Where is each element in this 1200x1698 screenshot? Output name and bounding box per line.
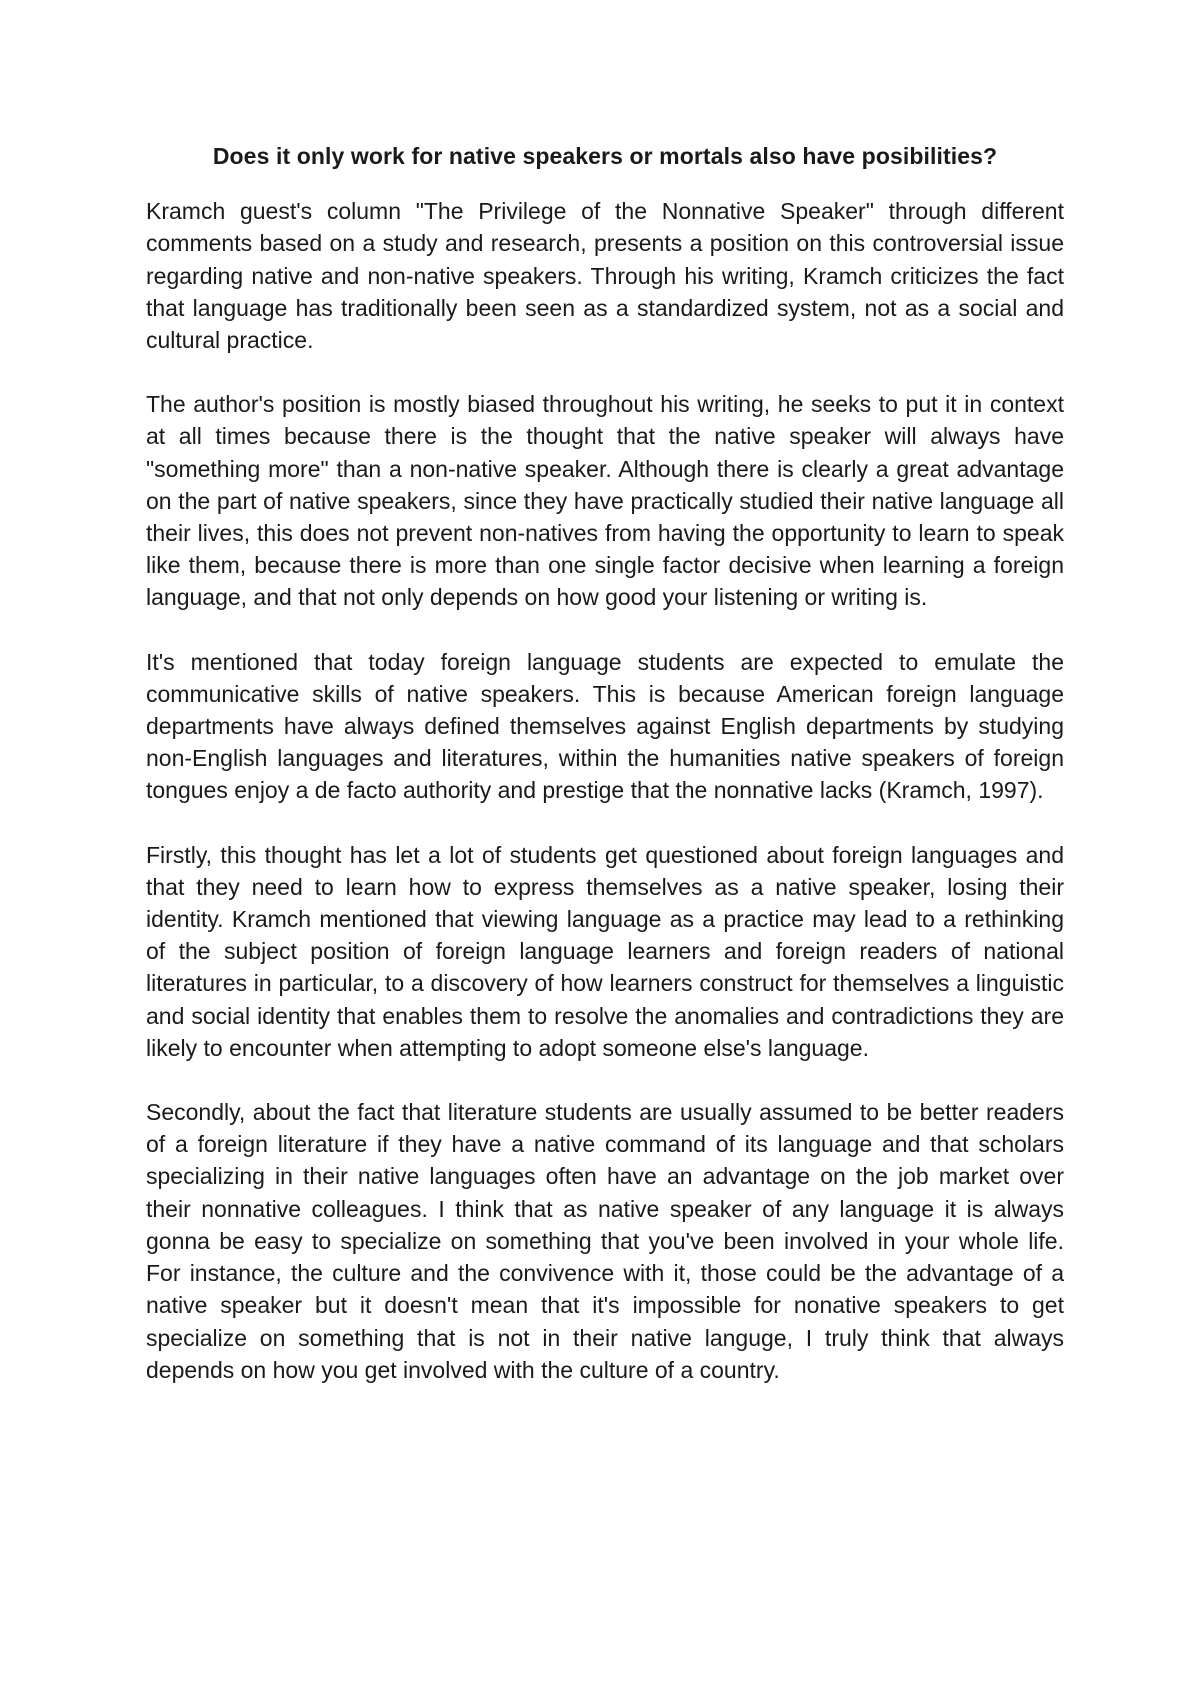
paragraph-4: Firstly, this thought has let a lot of students get questioned about foreign languages and that they need to learn how to express themselves as a native speaker, losing their identity. Kramch mentioned that viewing language as a practice may lead to a rethinking of the subject position of foreign language learners and foreign readers of national literatures in particular, to a discovery of how learners construct for themselves a linguistic and social identity that enables them to resolve the anomalies and contradictions they are likely to encounter when attempting to adopt someone else's language. — [146, 841, 1064, 1061]
document-title: Does it only work for native speakers or mortals also have posibilities? — [212, 143, 998, 169]
document-page — [146, 140, 1064, 1386]
paragraph-5: Secondly, about the fact that literature students are usually assumed to be better readers of a foreign literature if they have a native command of its language and that scholars specializing in their native languages often have an advantage on the job market over their nonnative colleagues. I think that as native speaker of any language it is always gonna be easy to specialize on something that you've been involved in your whole life. For instance, the culture and the convivence with it, those could be the advantage of a native speaker but it doesn't mean that it's impossible for nonative speakers to get specialize on something that is not in their native languge, I truly think that always depends on how you get involved with the culture of a country. — [146, 1099, 1064, 1383]
paragraph-1: Kramch guest's column "The Privilege of the Nonnative Speaker" through different comments based on a study and research, presents a position on this controversial issue regarding native and non-native speakers. Through his writing, Kramch criticizes the fact that language has traditionally been seen as a standardized system, not as a social and cultural practice. — [146, 198, 1064, 354]
paragraph-3: It's mentioned that today foreign language students are expected to emulate the communicative skills of native speakers. This is because American foreign language departments have always defined themselves against English departments by studying non-English languages and literatures, within the humanities native speakers of foreign tongues enjoy a de facto authority and prestige that the nonnative lacks (Kramch, 1997). — [146, 648, 1064, 804]
paragraph-2: The author's position is mostly biased throughout his writing, he seeks to put it in context at all times because there is the thought that the native speaker will always have "something more" than a non-native speaker. Although there is clearly a great advantage on the part of native speakers, since they have practically studied their native language all their lives, this does not prevent non-natives from having the opportunity to learn to speak like them, because there is more than one single factor decisive when learning a foreign language, and that not only depends on how good your listening or writing is. — [146, 391, 1064, 611]
